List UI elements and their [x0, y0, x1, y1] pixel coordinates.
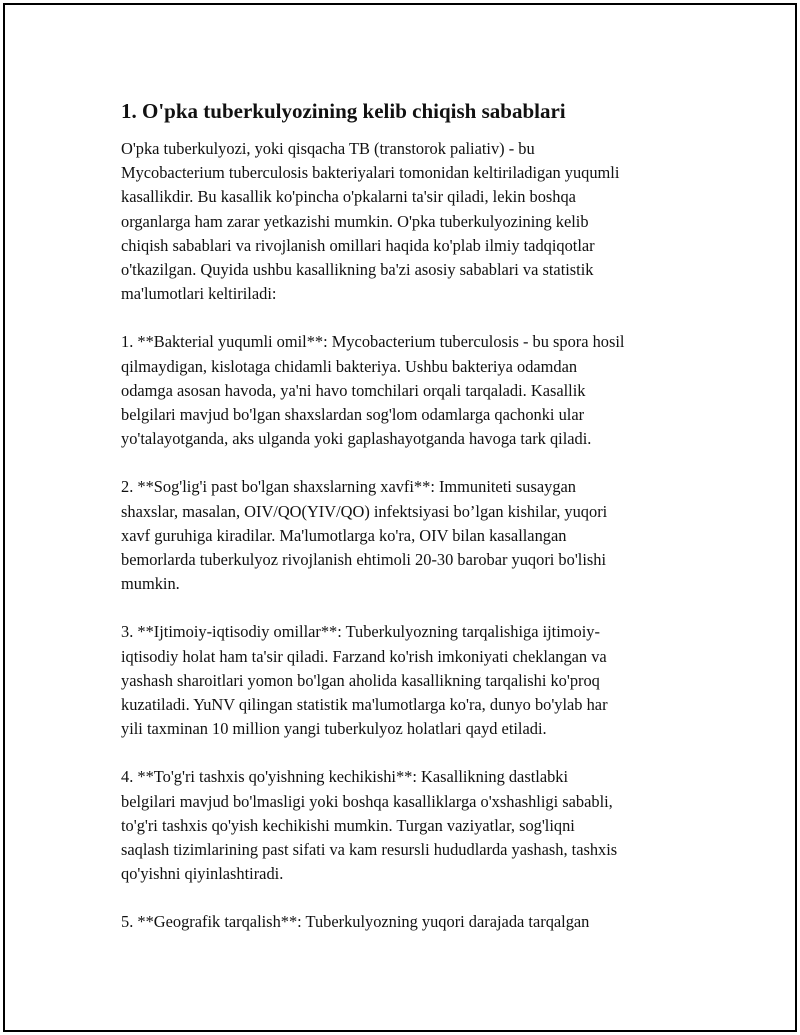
list-item-3: 3. **Ijtimoiy-iqtisodiy omillar**: Tuberkulyozning tarqalishiga ijtimoiy- iqtisodiy holat ham ta'sir qiladi. Farzand ko'rish imkoniyati cheklangan va yashash sharoitlari yomon bo'lgan aholida kasallikning tarqalishi ko'proq kuzatiladi. YuNV qilingan statistik ma'lumotlarga ko'ra, dunyo bo'ylab har yili taxminan 10 million yangi tuberkulyoz holatlari qayd etiladi.: [121, 622, 608, 739]
document-title: 1. O'pka tuberkulyozining kelib chiqish sabablari: [121, 99, 566, 123]
list-item-4: 4. **To'g'ri tashxis qo'yishning kechikishi**: Kasallikning dastlabki belgilari mavjud bo'lmasligi yoki boshqa kasalliklarga o'xshashligi sababli, to'g'ri tashxis qo'yish kechikishi mumkin. Turgan vaziyatlar, sog'liqni saqlash tizimlarining past sifati va kam resursli hududlarda yashash, tashxis qo'yishni qiyinlashtiradi.: [121, 767, 618, 884]
page-frame: [3, 3, 797, 1032]
document-body: [121, 98, 693, 959]
list-item-2: 2. **Sog'lig'i past bo'lgan shaxslarning xavfi**: Immuniteti susaygan shaxslar, masalan, OIV/QO(YIV/QO) infektsiyasi bo’lgan kishilar, yuqori xavf guruhiga kiradilar. Ma'lumotlarga ko'ra, OIV bilan kasallangan bemorlarda tuberkulyoz rivojlanish ehtimoli 20-30 barobar yuqori bo'lishi mumkin.: [121, 477, 608, 594]
intro-paragraph: O'pka tuberkulyozi, yoki qisqacha TB (transtorok paliativ) - bu Mycobacterium tuberculosis bakteriyalari tomonidan keltiriladigan yuqumli kasallikdir. Bu kasallik ko'pincha o'pkalarni ta'sir qiladi, lekin boshqa organlarga ham zarar yetkazishi mumkin. O'pka tuberkulyozining kelib chiqish sabablari va rivojlanish omillari haqida ko'plab ilmiy tadqiqotlar o'tkazilgan. Quyida ushbu kasallikning ba'zi asosiy sabablari va statistik ma'lumotlari keltiriladi:: [121, 139, 620, 304]
list-item-5: 5. **Geografik tarqalish**: Tuberkulyozning yuqori darajada tarqalgan: [121, 912, 590, 932]
list-item-1: 1. **Bakterial yuqumli omil**: Mycobacterium tuberculosis - bu spora hosil qilmaydigan, kislotaga chidamli bakteriya. Ushbu bakteriya odamdan odamga asosan havoda, ya'ni havo tomchilari orqali tarqaladi. Kasallik belgilari mavjud bo'lgan shaxslardan sog'lom odamlarga qachonki ular yo'talayotganda, aks ulganda yoki gaplashayotganda havoga tark qiladi.: [121, 332, 625, 449]
